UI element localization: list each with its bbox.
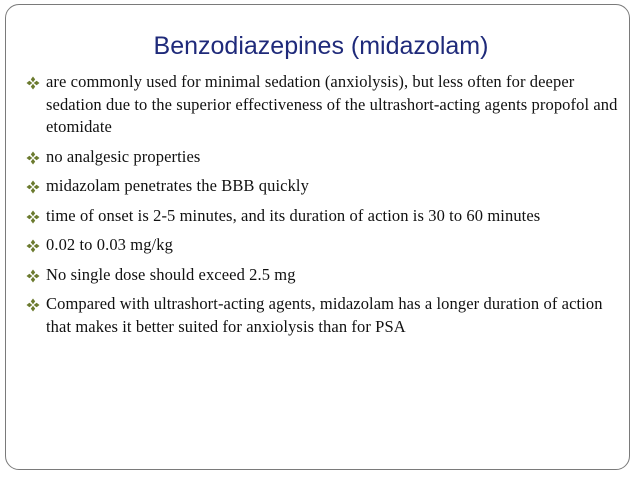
list-item xyxy=(24,234,624,257)
diamond-bullet-icon xyxy=(26,239,40,253)
bullet-text: midazolam penetrates the BBB quickly xyxy=(46,176,309,195)
bullet-text: 0.02 to 0.03 mg/kg xyxy=(46,235,173,254)
diamond-bullet-icon xyxy=(26,298,40,312)
diamond-bullet-icon xyxy=(26,151,40,165)
bullet-text: time of onset is 2-5 minutes, and its duration of action is 30 to 60 minutes xyxy=(46,205,541,225)
slide-title: Benzodiazepines (midazolam) xyxy=(153,32,489,60)
list-item xyxy=(24,146,624,169)
bullet-text: no analgesic properties xyxy=(46,146,201,166)
diamond-bullet-icon xyxy=(26,76,40,90)
list-item xyxy=(24,175,624,198)
bullet-text: are commonly used for minimal sedation (anxiolysis), but less often for deeper sedation due to the superior effectiveness of the ultrashort-acting agents propofol and etomidate xyxy=(46,72,618,136)
bullet-text: Compared with ultrashort-acting agents, midazolam has a longer duration of action that makes it better suited for anxiolysis than for PSA xyxy=(46,294,603,336)
bullet-text: No single dose should exceed 2.5 mg xyxy=(46,264,296,284)
bullet-list xyxy=(24,71,624,345)
diamond-bullet-icon xyxy=(26,210,40,224)
list-item xyxy=(24,205,624,228)
slide-frame xyxy=(5,4,630,470)
diamond-bullet-icon xyxy=(26,180,40,194)
list-item xyxy=(24,293,624,338)
list-item xyxy=(24,264,624,287)
diamond-bullet-icon xyxy=(26,269,40,283)
list-item xyxy=(24,71,624,139)
